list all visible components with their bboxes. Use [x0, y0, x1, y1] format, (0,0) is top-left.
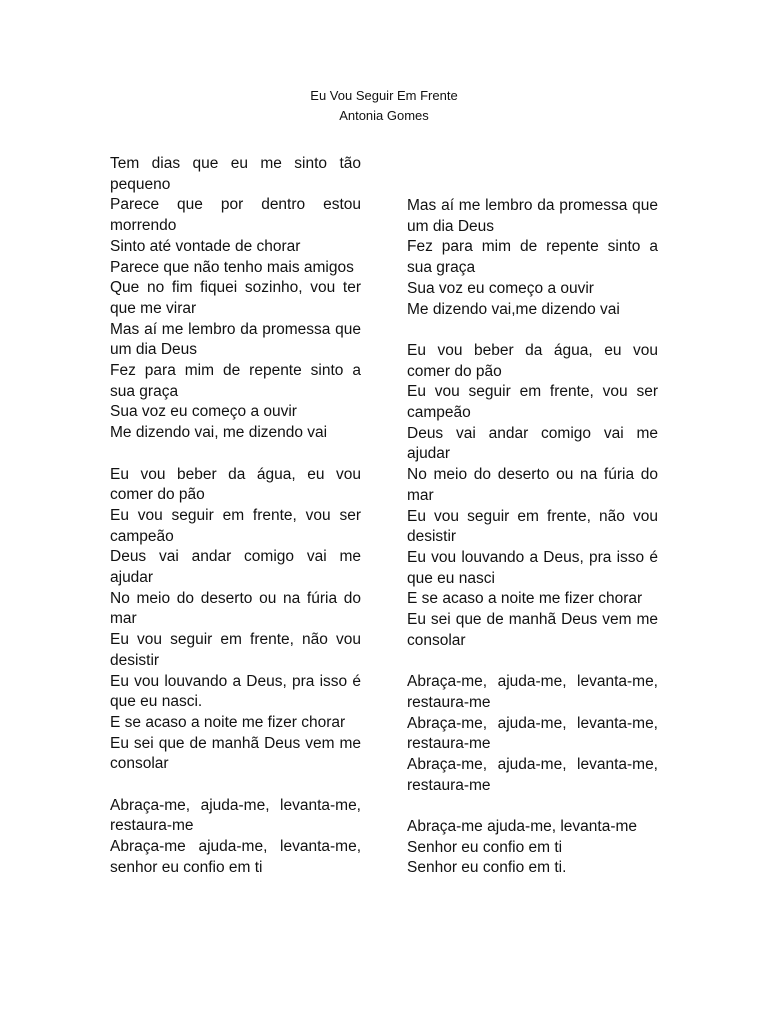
stanza [407, 672, 658, 796]
stanza [110, 796, 361, 879]
lyric-line: Eu sei que de manhã Deus vem me consolar [407, 611, 658, 649]
lyrics-left-column [110, 154, 361, 879]
lyric-line: Deus vai andar comigo vai me ajudar [110, 548, 361, 587]
lyric-line: Parece que não tenho mais amigos [110, 258, 354, 276]
lyric-line: Fez para mim de repente sinto a sua graça [407, 238, 658, 277]
lyric-line: Abraça-me ajuda-me, levanta-me [407, 818, 638, 836]
lyric-line: Eu vou louvando a Deus, pra isso é que eu nasci. [110, 672, 361, 711]
song-title: Eu Vou Seguir Em Frente [310, 88, 458, 103]
lyric-line: Eu vou seguir em frente, vou ser campeão [407, 383, 658, 422]
lyric-line: Senhor eu confio em ti. [407, 859, 567, 877]
song-header [0, 86, 768, 126]
lyric-line: Eu vou seguir em frente, vou ser campeão [110, 506, 361, 545]
lyric-line: Me dizendo vai,me dizendo vai [407, 300, 620, 318]
lyric-line: E se acaso a noite me fizer chorar [407, 590, 643, 608]
lyric-line: Eu vou beber da água, eu vou comer do pão [110, 465, 361, 504]
song-artist: Antonia Gomes [339, 108, 429, 123]
lyric-line: Parece que por dentro estou morrendo [110, 196, 361, 235]
lyric-line: Deus vai andar comigo vai me ajudar [407, 424, 658, 463]
lyric-line: Eu sei que de manhã Deus vem me consolar [110, 734, 361, 773]
lyric-line: E se acaso a noite me fizer chorar [110, 713, 346, 731]
lyrics-right-column [407, 196, 658, 879]
lyric-line: Senhor eu confio em ti [407, 838, 563, 856]
lyric-line: Eu vou louvando a Deus, pra isso é que eu nasci [407, 548, 658, 587]
lyric-line: Eu vou seguir em frente, não vou desistir [110, 631, 361, 669]
lyric-line: Mas aí me lembro da promessa que um dia Deus [407, 197, 658, 235]
lyric-line: Tem dias que eu me sinto tão pequeno [110, 155, 361, 193]
stanza [407, 817, 658, 879]
lyric-line: Eu vou seguir em frente, não vou desistir [407, 507, 658, 546]
lyric-line: Abraça-me ajuda-me, levanta-me, senhor eu confio em ti [110, 838, 361, 876]
stanza [407, 196, 658, 320]
lyric-line: Que no fim fiquei sozinho, vou ter que me virar [110, 279, 361, 317]
lyric-line: No meio do deserto ou na fúria do mar [407, 466, 658, 504]
lyric-line: Abraça-me, ajuda-me, levanta-me, restaura-me [407, 714, 658, 753]
lyric-line: Mas aí me lembro da promessa que um dia Deus [110, 320, 361, 359]
lyric-line: No meio do deserto ou na fúria do mar [110, 589, 361, 628]
lyric-line: Fez para mim de repente sinto a sua graça [110, 362, 361, 400]
lyric-line: Abraça-me, ajuda-me, levanta-me, restaura-me [110, 796, 361, 835]
lyric-line: Me dizendo vai, me dizendo vai [110, 424, 328, 442]
stanza [110, 154, 361, 444]
lyric-line: Abraça-me, ajuda-me, levanta-me, restaura-me [407, 673, 658, 711]
stanza [110, 465, 361, 776]
lyric-line: Eu vou beber da água, eu vou comer do pão [407, 341, 658, 380]
stanza [407, 341, 658, 652]
lyric-line: Sua voz eu começo a ouvir [407, 279, 594, 297]
lyric-line: Abraça-me, ajuda-me, levanta-me, restaura-me [407, 755, 658, 794]
lyric-line: Sua voz eu começo a ouvir [110, 403, 297, 421]
lyric-line: Sinto até vontade de chorar [110, 237, 301, 255]
